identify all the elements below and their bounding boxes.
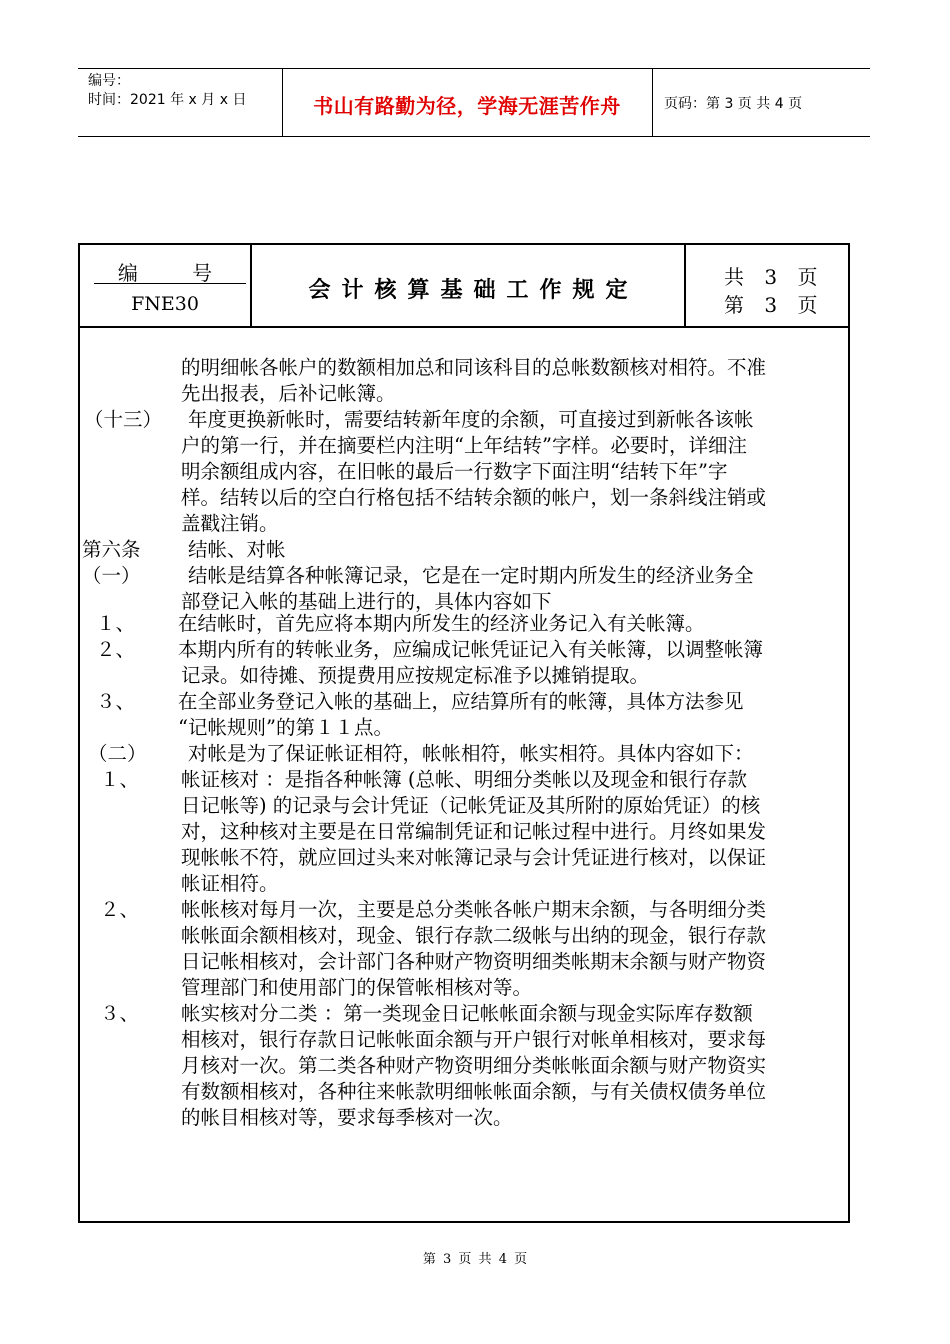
doc-title: 会计核算基础工作规定 [308,278,639,303]
text-line: 结帐是结算各种帐簿记录，它是在一定时期内所发生的经济业务全 [188,564,754,587]
text-line: 在全部业务登记入帐的基础上，应结算所有的帐簿，具体方法参见 [178,690,744,713]
doc-total-pages: 共 3 页 [724,265,818,289]
text-line: 户的第一行，并在摘要栏内注明“上年结转”字样。必要时，详细注 [181,434,747,457]
text-line: 日记帐相核对，会计部门各种财产物资明细类帐期末余额与财产物资 [181,950,767,973]
text-line: 帐实核对分二类 ：第一类现金日记帐帐面余额与现金实际库存数额 [181,1002,753,1025]
clause-marker: （二） [88,742,147,765]
text-line: 相核对，银行存款日记帐帐面余额与开户银行对帐单相核对，要求每 [181,1028,767,1051]
item-marker: ２、 [96,638,136,661]
text-line: 有数额相核对，各种往来帐款明细帐帐面余额，与有关债权债务单位 [181,1080,767,1103]
text-line: 月核对一次。第二类各种财产物资明细分类帐帐面余额与财产物资实 [181,1054,767,1077]
text-line: “记帐规则”的第１１点。 [178,716,393,739]
page-footer: 第 3 页 共 4 页 [422,1252,528,1267]
item-marker: ３、 [96,690,136,713]
doc-number-title: 编 号 [117,261,237,285]
text-line: 帐证核对 ：是指各种帐簿 (总帐、明细分类帐以及现金和银行存款 [181,768,748,791]
text-line: 记录。如待摊、预提费用应按规定标准予以摊销提取。 [181,664,650,687]
article-label: 第六条 [82,538,141,561]
text-line: 先出报表，后补记帐簿。 [181,382,396,405]
text-line: 本期内所有的转帐业务，应编成记帐凭证记入有关帐簿，以调整帐簿 [178,638,764,661]
text-line: 样。结转以后的空白行格包括不结转余额的帐户，划一条斜线注销或 [181,486,767,509]
text-line: 帐帐核对每月一次，主要是总分类帐各帐户期末余额，与各明细分类 [181,898,767,921]
text-line: 对帐是为了保证帐证相符，帐帐相符，帐实相符。具体内容如下： [188,742,754,765]
item-marker: １、 [100,768,140,791]
text-line: 部登记入帐的基础上进行的，具体内容如下 [181,590,552,613]
doc-current-page: 第 3 页 [724,293,818,317]
text-line: 管理部门和使用部门的保管帐相核对等。 [181,976,533,999]
item-marker: １、 [96,612,136,635]
text-line: 的帐目相核对等，要求每季核对一次。 [181,1106,513,1129]
item-marker: ３、 [100,1002,140,1025]
time-label: 时间：2021 年 x 月 x 日 [88,92,247,108]
item-marker: ２、 [100,898,140,921]
header-page-info: 页码：第 3 页 共 4 页 [664,96,803,112]
header-motto: 书山有路勤为径，学海无涯苦作舟 [313,94,621,118]
text-line: 在结帐时，首先应将本期内所发生的经济业务记入有关帐簿。 [178,612,705,635]
clause-marker: （一） [82,564,141,587]
text-line: 年度更换新帐时，需要结转新年度的余额，可直接过到新帐各该帐 [188,408,754,431]
number-label: 编号： [88,73,130,89]
text-line: 帐帐面余额相核对，现金、银行存款二级帐与出纳的现金，银行存款 [181,924,767,947]
article-title: 结帐、对帐 [188,538,286,561]
text-line: 日记帐等) 的记录与会计凭证（记帐凭证及其所附的原始凭证）的核 [181,794,761,817]
text-line: 帐证相符。 [181,872,279,895]
clause-marker: （十三） [84,408,163,431]
text-line: 盖戳注销。 [181,512,279,535]
text-line: 的明细帐各帐户的数额相加总和同该科目的总帐数额核对相符。不准 [181,356,767,379]
text-line: 明余额组成内容，在旧帐的最后一行数字下面注明“结转下年”字 [181,460,728,483]
text-line: 对，这种核对主要是在日常编制凭证和记帐过程中进行。月终如果发 [181,820,767,843]
text-line: 现帐帐不符，就应回过头来对帐簿记录与会计凭证进行核对，以保证 [181,846,767,869]
doc-number-value: FNE30 [131,293,199,315]
